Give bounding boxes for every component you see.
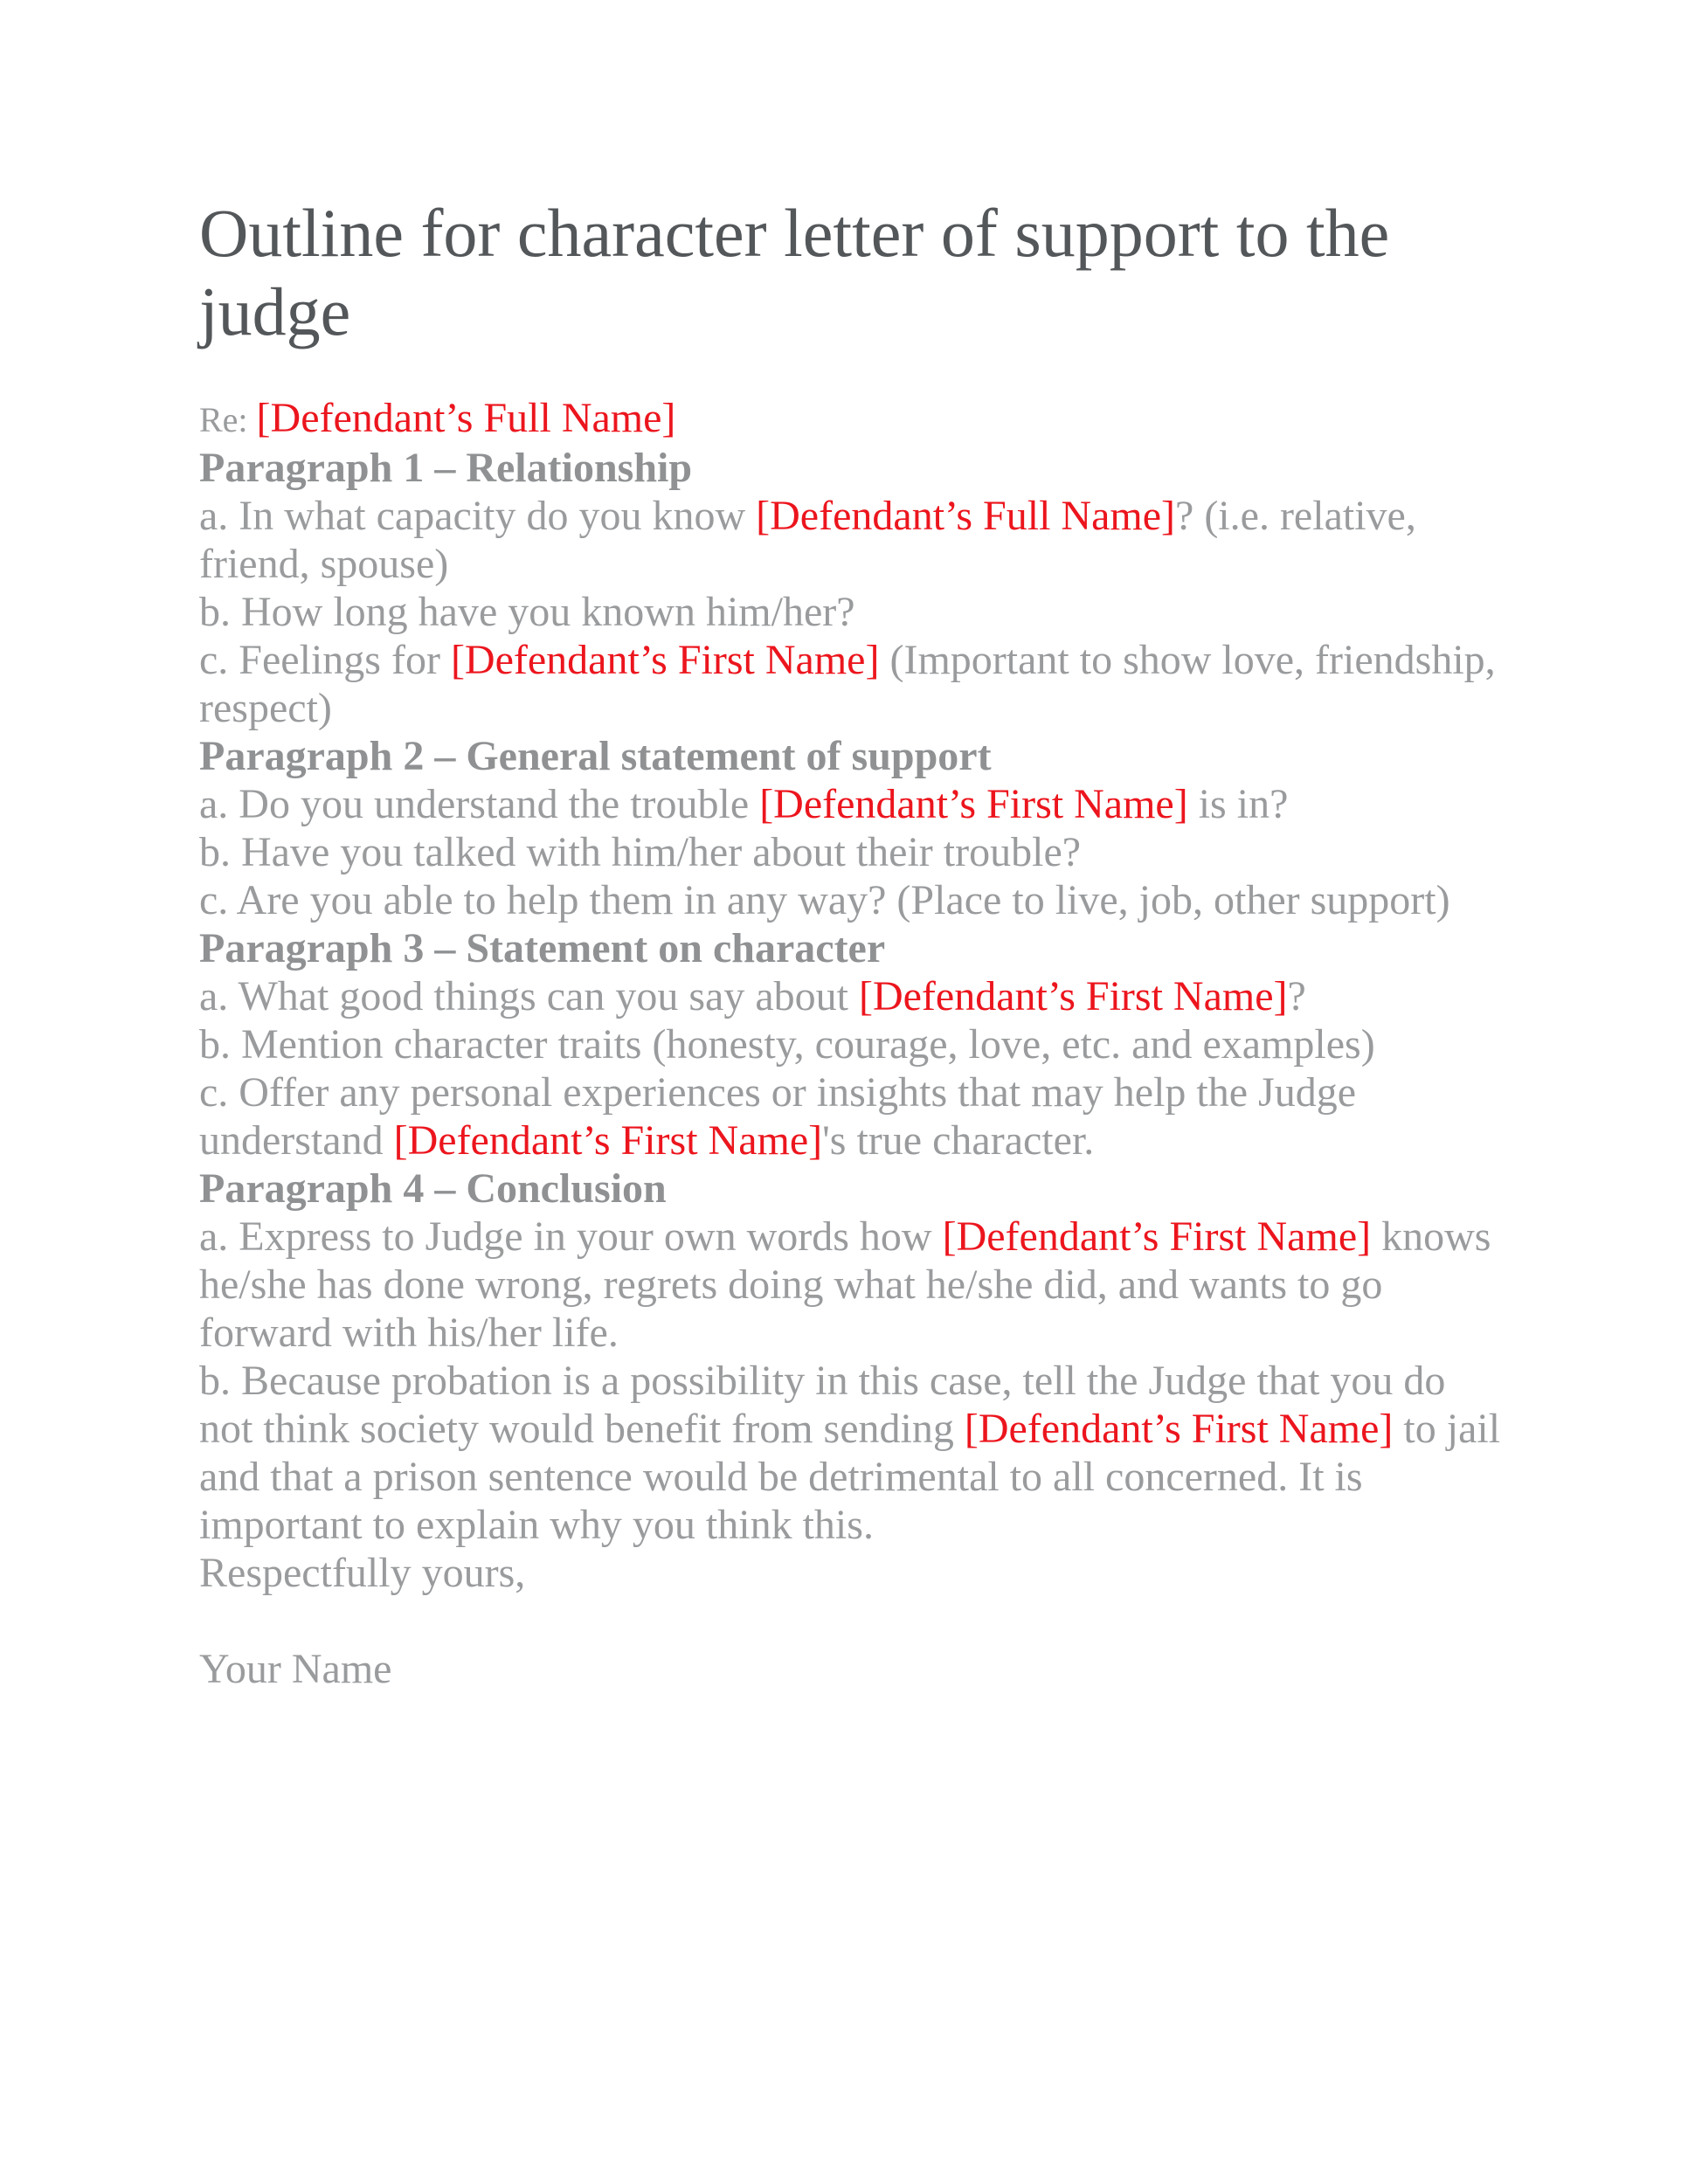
text-segment: friend, spouse) xyxy=(199,541,449,587)
document-line xyxy=(199,972,1562,1020)
placeholder-segment: [Defendant’s First Name] xyxy=(964,1406,1394,1452)
text-segment: to jail xyxy=(1393,1406,1501,1452)
document-line xyxy=(199,1116,1562,1165)
placeholder-segment: [Defendant’s First Name] xyxy=(393,1117,823,1164)
text-segment: and that a prison sentence would be detrimental to all concerned. It is xyxy=(199,1454,1363,1500)
text-segment: 's true character. xyxy=(822,1117,1095,1164)
text-segment: c. Are you able to help them in any way? (Place to live, job, other support) xyxy=(199,877,1450,923)
text-segment: Paragraph 2 – General statement of support xyxy=(199,733,992,779)
placeholder-segment: [Defendant’s First Name] xyxy=(450,637,880,683)
text-segment: b. Have you talked with him/her about their trouble? xyxy=(199,829,1082,875)
document-body xyxy=(199,394,1562,1693)
text-segment: understand xyxy=(199,1117,394,1164)
text-segment: b. Because probation is a possibility in this case, tell the Judge that you do xyxy=(199,1358,1446,1404)
text-segment: he/she has done wrong, regrets doing what he/she did, and wants to go xyxy=(199,1261,1383,1308)
document-line xyxy=(199,828,1562,876)
document-line xyxy=(199,780,1562,828)
document-line xyxy=(199,1020,1562,1068)
text-segment: is in? xyxy=(1187,781,1289,827)
text-segment: c. Offer any personal experiences or insights that may help the Judge xyxy=(199,1069,1357,1116)
document-line xyxy=(199,732,1562,780)
text-segment: b. Mention character traits (honesty, courage, love, etc. and examples) xyxy=(199,1021,1375,1068)
document-line xyxy=(199,444,1562,492)
document-line xyxy=(199,1213,1562,1261)
document-line xyxy=(199,636,1562,684)
text-segment: important to explain why you think this. xyxy=(199,1502,874,1548)
re-prefix: Re: xyxy=(199,400,257,439)
document-line xyxy=(199,1501,1562,1549)
document-line xyxy=(199,1549,1562,1597)
document-line xyxy=(199,1309,1562,1357)
text-segment: Paragraph 1 – Relationship xyxy=(199,445,693,491)
document-line xyxy=(199,588,1562,636)
text-segment: Respectfully yours, xyxy=(199,1550,526,1596)
placeholder-segment: [Defendant’s First Name] xyxy=(858,973,1288,1019)
document-title: Outline for character letter of support to the judge xyxy=(199,195,1390,349)
document-line xyxy=(199,1645,1562,1693)
document-line xyxy=(199,876,1562,924)
text-segment: a. In what capacity do you know xyxy=(199,493,757,539)
document-line xyxy=(199,1357,1562,1405)
document-line xyxy=(199,684,1562,732)
text-segment: ? (i.e. relative, xyxy=(1175,493,1416,539)
document-line xyxy=(199,1597,1562,1645)
document-line xyxy=(199,924,1562,972)
document-line xyxy=(199,1261,1562,1309)
document-line xyxy=(199,540,1562,588)
text-segment: (Important to show love, friendship, xyxy=(879,637,1496,683)
text-segment: Paragraph 3 – Statement on character xyxy=(199,925,886,971)
document-line xyxy=(199,394,1562,444)
text-segment: b. How long have you known him/her? xyxy=(199,589,855,635)
text-segment: c. Feelings for xyxy=(199,637,451,683)
document-line xyxy=(199,1453,1562,1501)
document-line xyxy=(199,1405,1562,1453)
placeholder-segment: [Defendant’s Full Name] xyxy=(256,395,676,441)
document-line xyxy=(199,492,1562,540)
text-segment: not think society would benefit from sending xyxy=(199,1406,965,1452)
text-segment: a. What good things can you say about xyxy=(199,973,859,1019)
text-segment: respect) xyxy=(199,685,332,731)
placeholder-segment: [Defendant’s First Name] xyxy=(942,1213,1372,1260)
text-segment: a. Express to Judge in your own words how xyxy=(199,1213,943,1260)
text-segment: ? xyxy=(1287,973,1306,1019)
document-line xyxy=(199,1165,1562,1213)
placeholder-segment: [Defendant’s Full Name] xyxy=(756,493,1176,539)
text-segment: knows xyxy=(1371,1213,1491,1260)
text-segment: Paragraph 4 – Conclusion xyxy=(199,1165,667,1212)
document-line xyxy=(199,1068,1562,1116)
text-segment: Your Name xyxy=(199,1646,392,1692)
text-segment: a. Do you understand the trouble xyxy=(199,781,760,827)
text-segment: forward with his/her life. xyxy=(199,1310,619,1356)
placeholder-segment: [Defendant’s First Name] xyxy=(759,781,1188,827)
